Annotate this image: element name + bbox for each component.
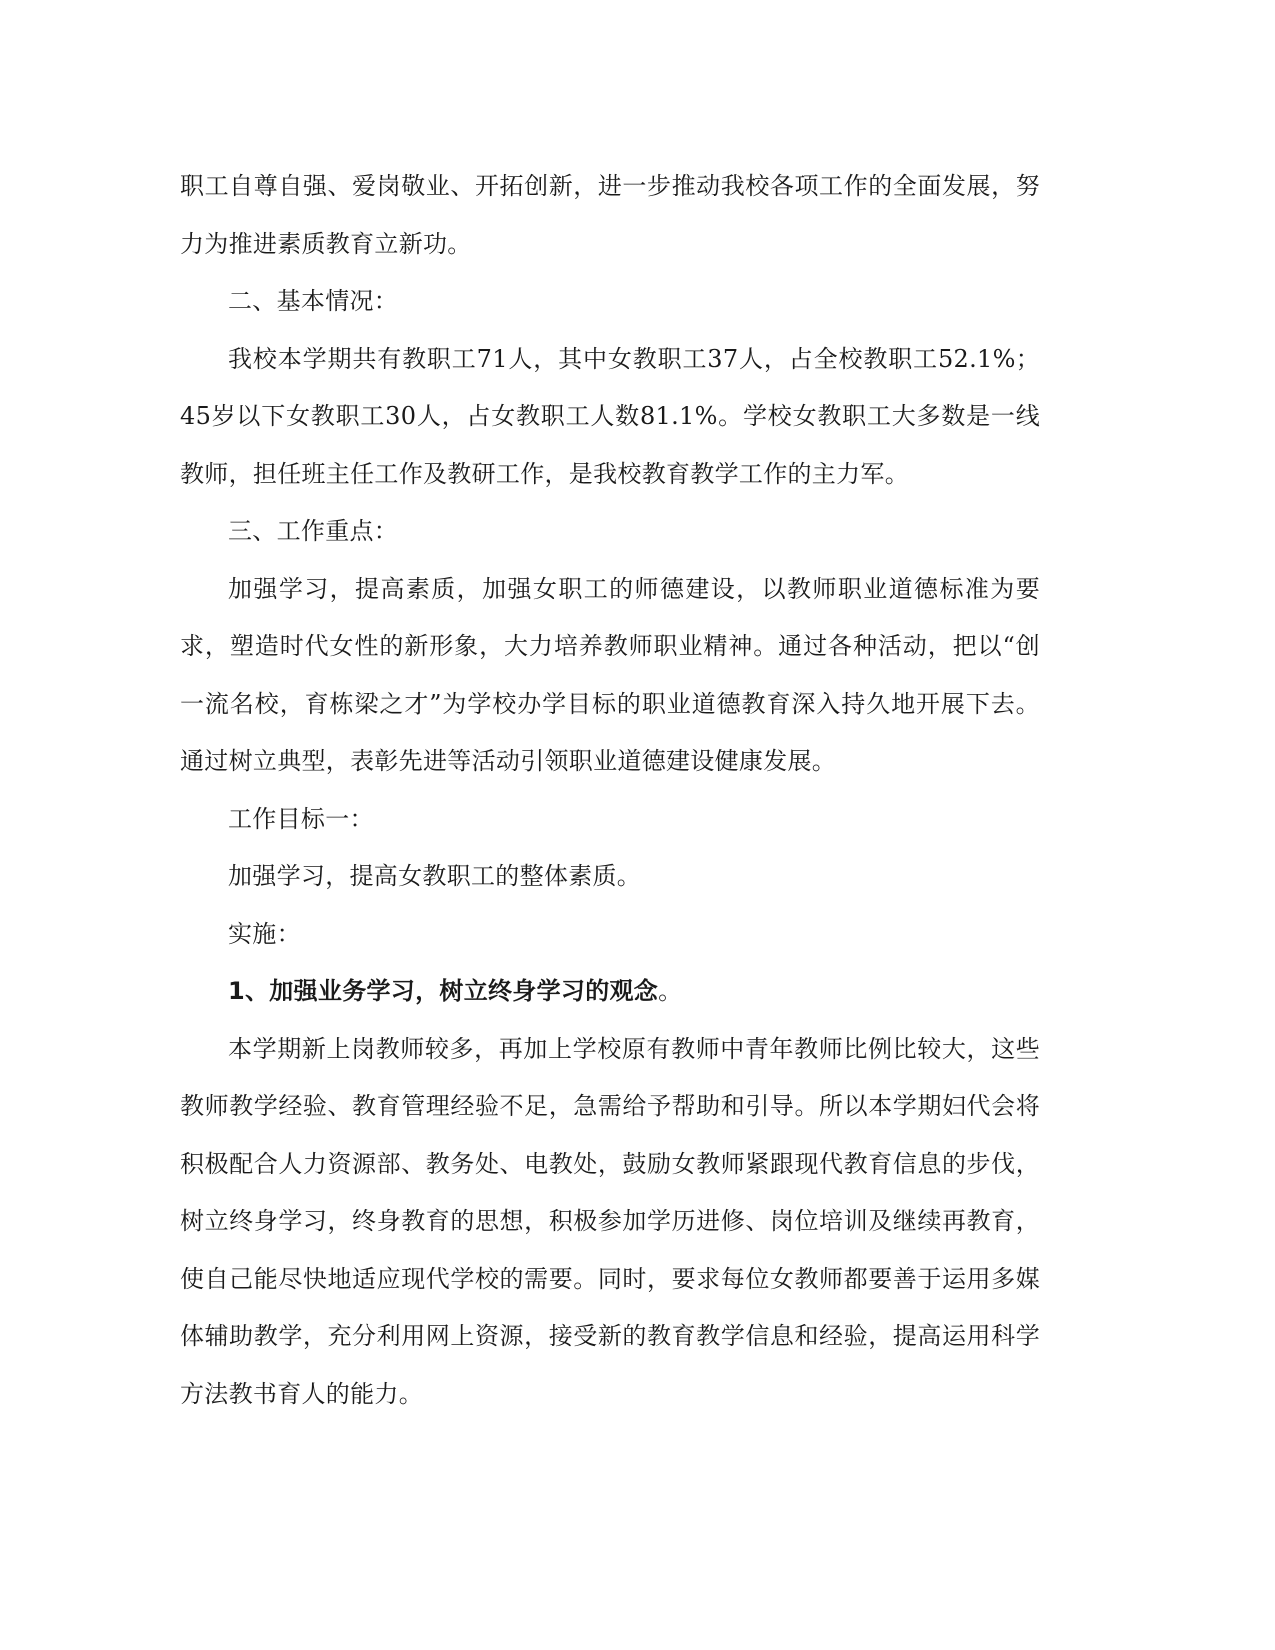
subheading-business-study-tail: 。 xyxy=(658,977,683,1005)
heading-implementation: 实施： xyxy=(228,919,301,948)
paragraph-basic-situation: 我校本学期共有教职工71人，其中女教职工37人，占全校教职工52.1%；45岁以下女教职工30人，占女教职工人数81.1%。学校女教职工大多数是一线教师，担任班主任工作及教研工作，是我校教育教学工作的主力军。 xyxy=(180,344,1040,488)
paragraph-intro-continuation: 职工自尊自强、爱岗敬业、开拓创新，进一步推动我校各项工作的全面发展，努力为推进素质教育立新功。 xyxy=(180,172,1040,258)
heading-work-goal-one: 工作目标一： xyxy=(228,804,374,833)
subheading-business-study-bold: 1、加强业务学习，树立终身学习的观念 xyxy=(228,977,659,1005)
paragraph-work-goal-one: 加强学习，提高女教职工的整体素质。 xyxy=(228,862,642,890)
subheading-business-study xyxy=(180,963,1040,1021)
heading-basic-situation: 二、基本情况： xyxy=(228,287,399,315)
paragraph-business-study: 本学期新上岗教师较多，再加上学校原有教师中青年教师比例比较大，这些教师教学经验、教育管理经验不足，急需给予帮助和引导。所以本学期妇代会将积极配合人力资源部、教务处、电教处，鼓励女教师紧跟现代教育信息的步伐，树立终身学习，终身教育的思想，积极参加学历进修、岗位培训及继续再教育，使自己能尽快地适应现代学校的需要。同时，要求每位女教师都要善于运用多媒体辅助教学，充分利用网上资源，接受新的教育教学信息和经验，提高运用科学方法教书育人的能力。 xyxy=(180,1034,1040,1408)
paragraph-work-focus: 加强学习，提高素质，加强女职工的师德建设，以教师职业道德标准为要求，塑造时代女性的新形象，大力培养教师职业精神。通过各种活动，把以“创一流名校，育栋梁之才”为学校办学目标的职业道德教育深入持久地开展下去。通过树立典型，表彰先进等活动引领职业道德建设健康发展。 xyxy=(180,574,1040,775)
document-body xyxy=(180,158,1040,1423)
heading-work-focus: 三、工作重点： xyxy=(228,517,399,545)
